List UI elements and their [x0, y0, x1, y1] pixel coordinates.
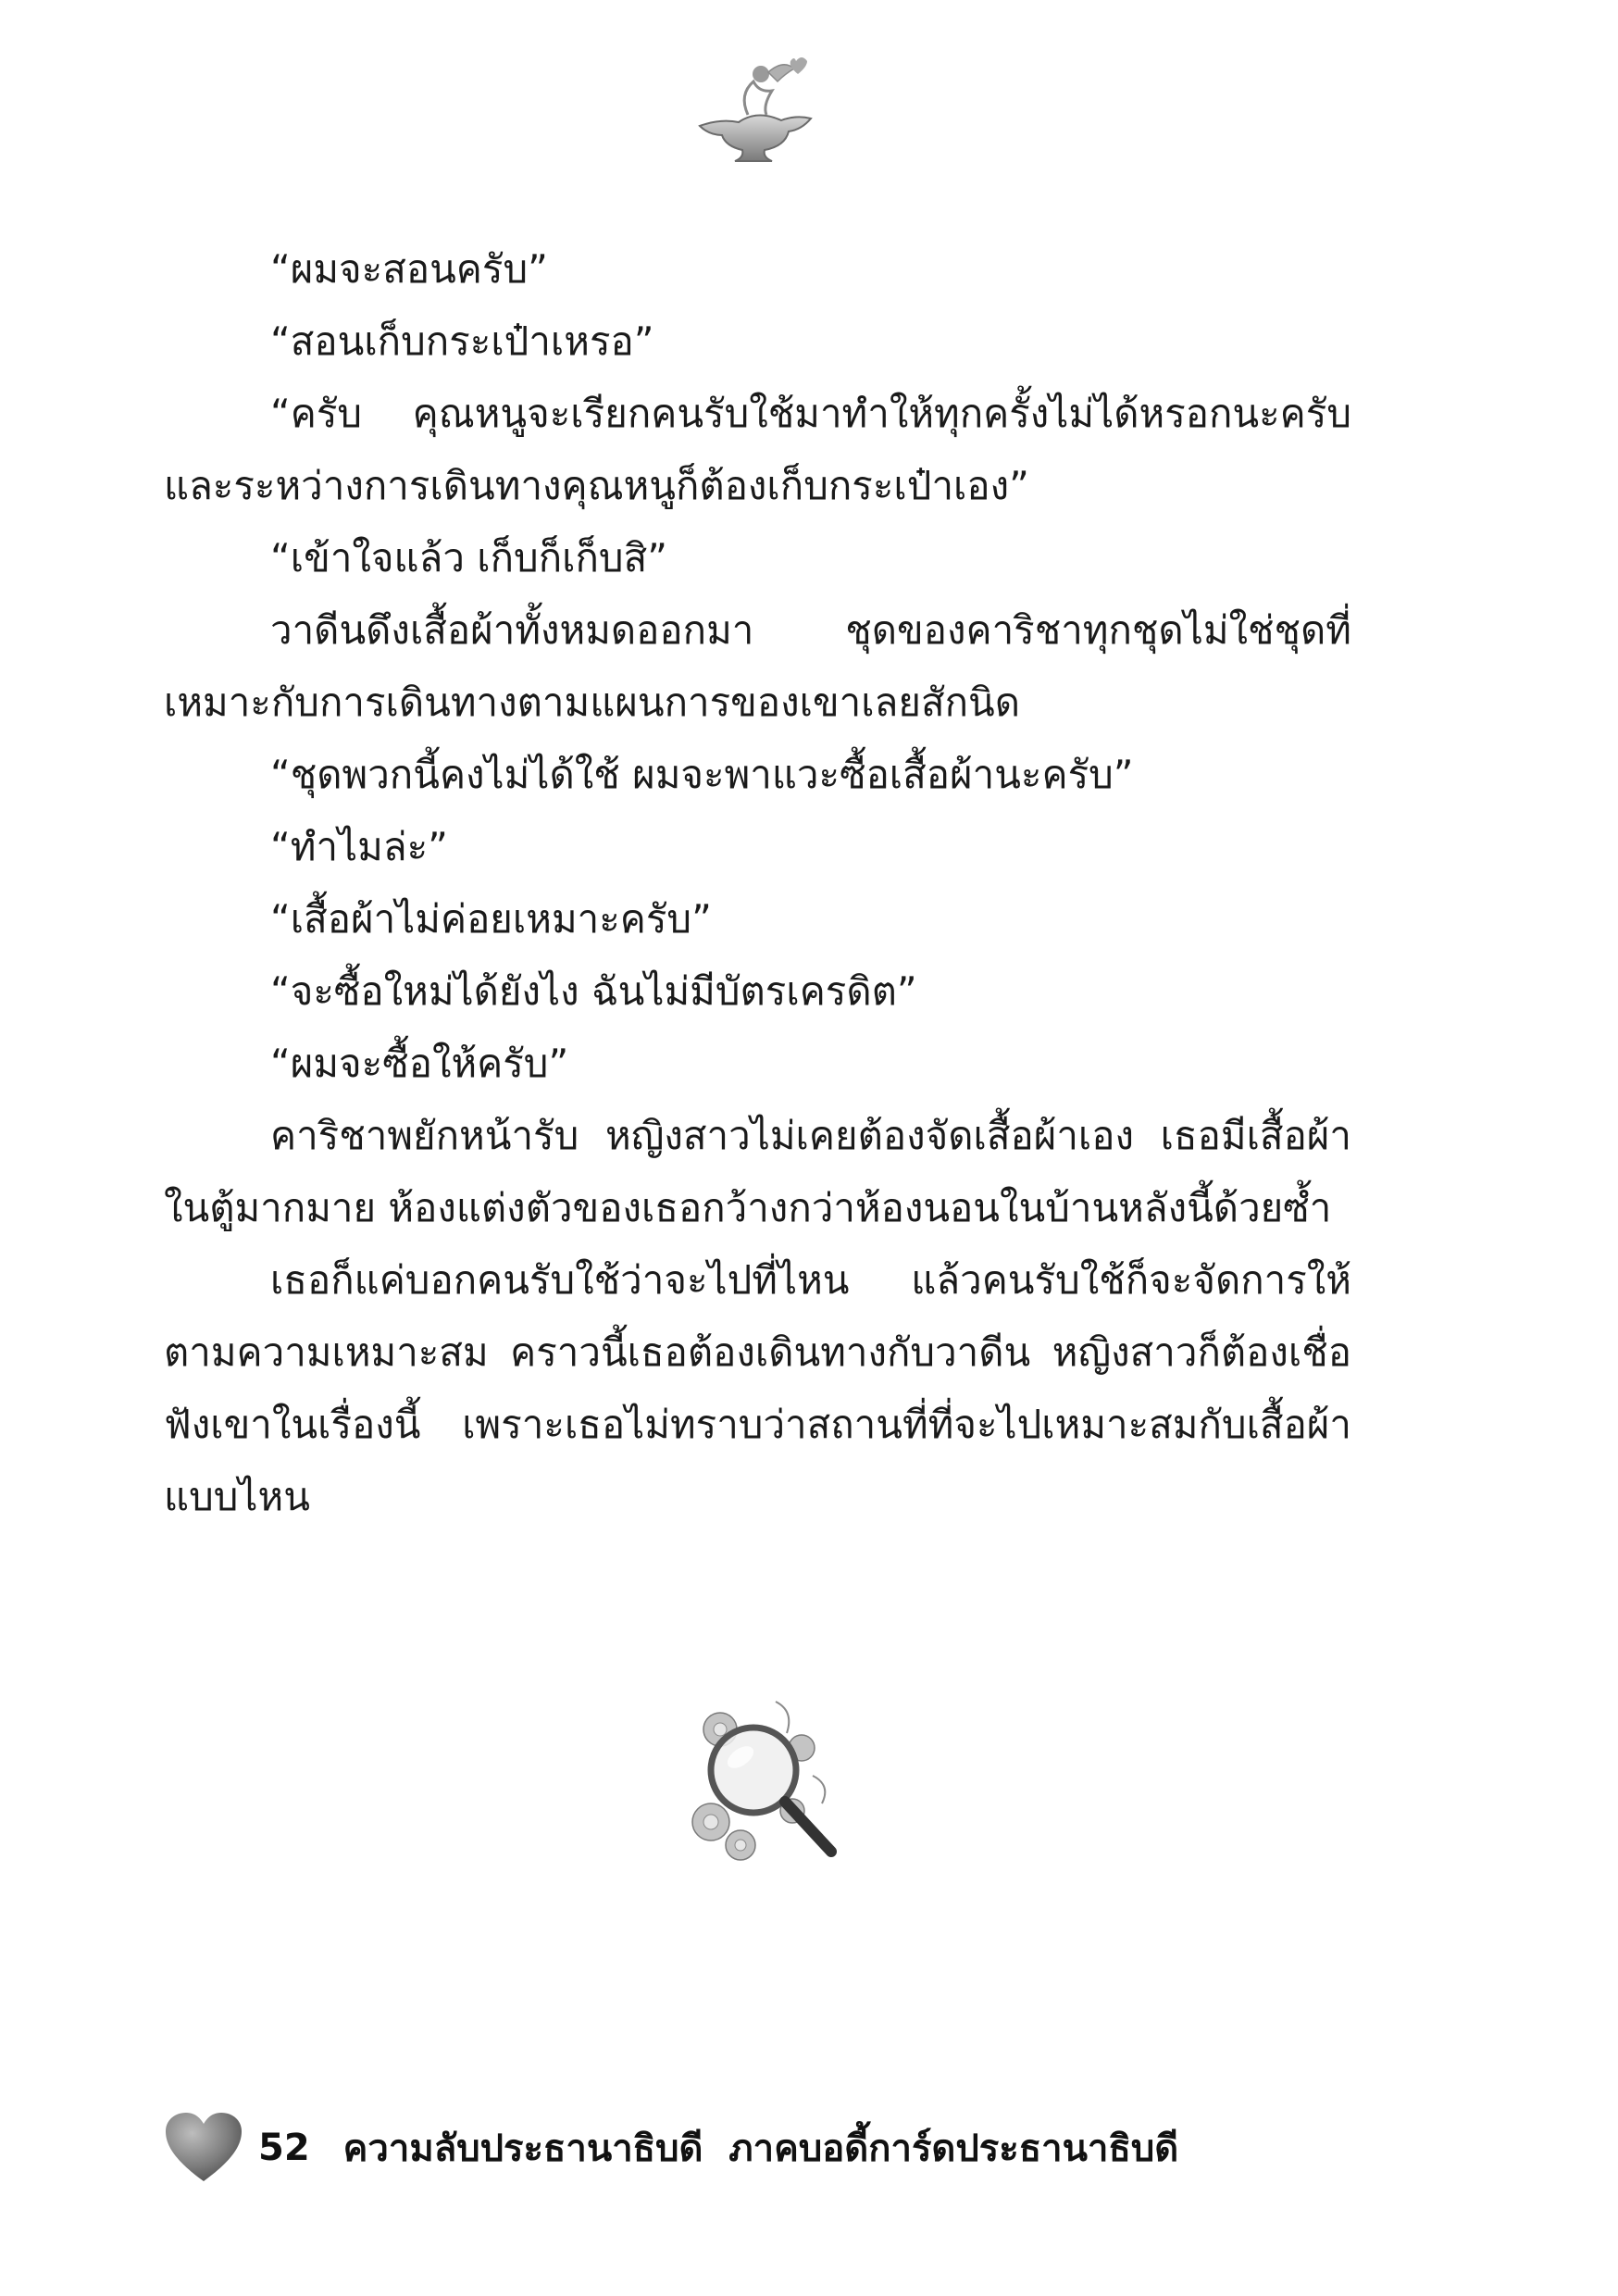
paragraph: “ทำไมล่ะ”	[270, 824, 448, 869]
paragraph: คาริชาพยักหน้ารับ หญิงสาวไม่เคยต้องจัดเสื้อผ้าเอง เธอมีเสื้อผ้าในตู้มากมาย ห้องแต่งตัวของเธอกว้างกว่าห้องนอนในบ้านหลังนี้ด้วยซ้ำ	[164, 1113, 1351, 1230]
paragraph: “เข้าใจแล้ว เก็บก็เก็บสิ”	[270, 535, 667, 580]
page-footer	[164, 2111, 1178, 2185]
body-text	[164, 233, 1351, 1533]
paragraph: “เสื้อผ้าไม่ค่อยเหมาะครับ”	[270, 896, 712, 942]
paragraph: “ชุดพวกนี้คงไม่ได้ใช้ ผมจะพาแวะซื้อเสื้อผ้านะครับ”	[270, 752, 1134, 797]
book-title: ความลับประธานาธิบดี ภาคบอดี้การ์ดประธานาธิบดี	[342, 2128, 1179, 2170]
paragraph: วาดีนดึงเสื้อผ้าทั้งหมดออกมา ชุดของคาริชาทุกชุดไม่ใช่ชุดที่เหมาะกับการเดินทางตามแผนการของเขาเลยสักนิด	[164, 607, 1351, 725]
paragraph: “ผมจะซื้อให้ครับ”	[270, 1041, 569, 1086]
paragraph: “สอนเก็บกระเป๋าเหรอ”	[270, 318, 654, 364]
magic-lamp-cupid-icon	[692, 54, 820, 170]
paragraph: “ผมจะสอนครับ”	[270, 246, 548, 292]
paragraph: “ครับ คุณหนูจะเรียกคนรับใช้มาทำให้ทุกครั้งไม่ได้หรอกนะครับ และระหว่างการเดินทางคุณหนูก็ต้องเก็บกระเป๋าเอง”	[164, 391, 1351, 508]
heart-icon	[164, 2111, 243, 2185]
paragraph: “จะซื้อใหม่ได้ยังไง ฉันไม่มีบัตรเครดิต”	[270, 968, 917, 1014]
page-number: 52	[258, 2127, 310, 2169]
paragraph: เธอก็แค่บอกคนรับใช้ว่าจะไปที่ไหน แล้วคนรับใช้ก็จะจัดการให้ตามความเหมาะสม คราวนี้เธอต้องเดินทางกับวาดีน หญิงสาวก็ต้องเชื่อฟังเขาในเรื่องนี้ เพราะเธอไม่ทราบว่าสถานที่ที่จะไปเหมาะสมกับเสื้อผ้าแบบไหน	[164, 1257, 1351, 1519]
magnifying-glass-flowers-icon	[683, 1692, 845, 1868]
